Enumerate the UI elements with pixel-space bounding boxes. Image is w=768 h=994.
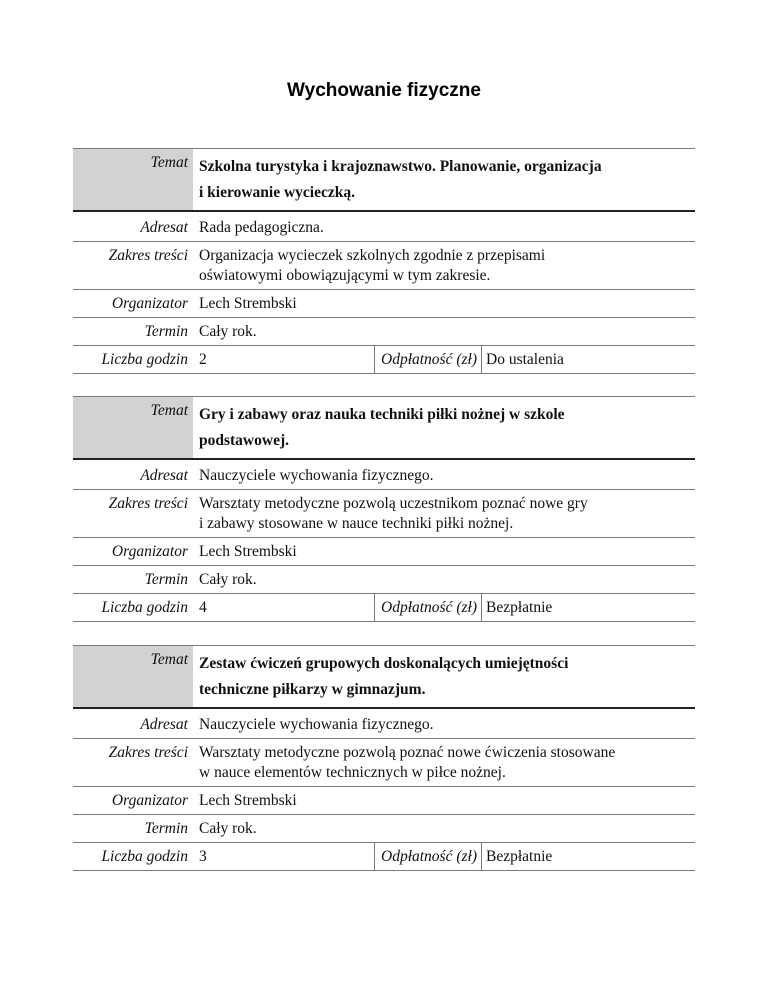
value-zakres: Warsztaty metodyczne pozwolą uczestnikom poznać nowe gry i zabawy stosowane w nauce techniki piłki nożnej. <box>199 495 588 532</box>
label-temat: Temat <box>73 397 193 458</box>
row-godzin <box>73 843 695 871</box>
value-termin: Cały rok. <box>199 820 257 837</box>
value-adresat: Nauczyciele wychowania fizycznego. <box>199 467 434 484</box>
row-temat <box>73 396 695 460</box>
value-odplatnosc: Bezpłatnie <box>486 848 553 865</box>
page-title: Wychowanie fizyczne <box>287 80 481 101</box>
value-termin: Cały rok. <box>199 323 257 340</box>
value-organizator: Lech Strembski <box>199 792 297 809</box>
value-godzin: 4 <box>193 594 375 621</box>
label-temat: Temat <box>73 149 193 210</box>
course-block-2 <box>73 396 695 622</box>
value-adresat: Nauczyciele wychowania fizycznego. <box>199 716 434 733</box>
label-termin: Termin <box>144 571 188 588</box>
label-adresat: Adresat <box>140 219 188 236</box>
value-temat: Szkolna turystyka i krajoznawstwo. Planowanie, organizacja i kierowanie wycieczką. <box>199 158 602 201</box>
label-godzin: Liczba godzin <box>101 848 188 865</box>
value-zakres: Organizacja wycieczek szkolnych zgodnie z przepisami oświatowymi obowiązującymi w tym zakresie. <box>199 247 546 284</box>
row-temat <box>73 148 695 212</box>
label-godzin: Liczba godzin <box>101 351 188 368</box>
course-block-1 <box>73 148 695 374</box>
row-temat <box>73 645 695 709</box>
row-zakres <box>73 490 695 538</box>
value-zakres: Warsztaty metodyczne pozwolą poznać nowe ćwiczenia stosowane w nauce elementów technicznych w piłce nożnej. <box>199 744 616 781</box>
value-organizator: Lech Strembski <box>199 543 297 560</box>
label-termin: Termin <box>144 323 188 340</box>
label-odplatnosc: Odpłatność (zł) <box>375 594 482 621</box>
row-organizator <box>73 290 695 318</box>
label-temat: Temat <box>73 646 193 707</box>
value-odplatnosc: Bezpłatnie <box>486 599 553 616</box>
value-odplatnosc: Do ustalenia <box>486 351 564 368</box>
value-godzin: 2 <box>193 346 375 373</box>
row-godzin <box>73 346 695 374</box>
value-temat: Gry i zabawy oraz nauka techniki piłki nożnej w szkole podstawowej. <box>199 406 565 449</box>
row-termin <box>73 318 695 346</box>
row-zakres <box>73 242 695 290</box>
label-organizator: Organizator <box>111 792 188 809</box>
label-zakres: Zakres treści <box>108 247 188 264</box>
row-organizator <box>73 538 695 566</box>
row-zakres <box>73 739 695 787</box>
value-godzin: 3 <box>193 843 375 870</box>
label-organizator: Organizator <box>111 295 188 312</box>
row-godzin <box>73 594 695 622</box>
row-termin <box>73 566 695 594</box>
label-organizator: Organizator <box>111 543 188 560</box>
course-block-3 <box>73 645 695 871</box>
label-adresat: Adresat <box>140 467 188 484</box>
row-termin <box>73 815 695 843</box>
label-adresat: Adresat <box>140 716 188 733</box>
label-zakres: Zakres treści <box>108 495 188 512</box>
value-organizator: Lech Strembski <box>199 295 297 312</box>
row-adresat <box>73 462 695 490</box>
row-adresat <box>73 214 695 242</box>
row-adresat <box>73 711 695 739</box>
label-termin: Termin <box>144 820 188 837</box>
label-odplatnosc: Odpłatność (zł) <box>375 843 482 870</box>
label-godzin: Liczba godzin <box>101 599 188 616</box>
value-temat: Zestaw ćwiczeń grupowych doskonalących umiejętności techniczne piłkarzy w gimnazjum. <box>199 655 569 698</box>
row-organizator <box>73 787 695 815</box>
value-adresat: Rada pedagogiczna. <box>199 219 324 236</box>
value-termin: Cały rok. <box>199 571 257 588</box>
label-odplatnosc: Odpłatność (zł) <box>375 346 482 373</box>
label-zakres: Zakres treści <box>108 744 188 761</box>
